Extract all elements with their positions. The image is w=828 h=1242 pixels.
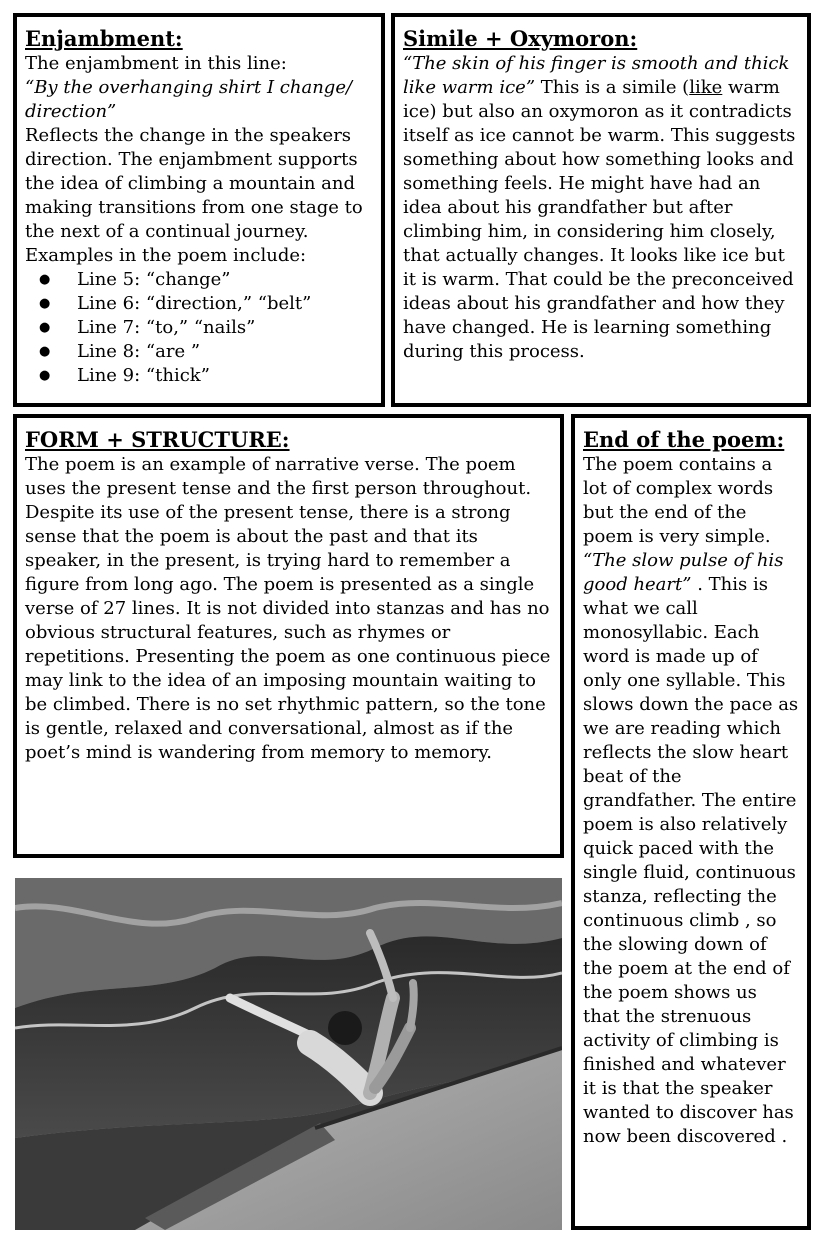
enjambment-body: Reflects the change in the speakers direction. The enjambment supports the idea of climbing a mountain and making transitions from one stage to the next of a continual journey.: [25, 125, 363, 242]
examples-list: [25, 268, 373, 388]
form-structure-box: [13, 414, 564, 858]
list-item: ● Line 8: “are ”: [33, 340, 373, 364]
enjambment-intro: The enjambment in this line:: [25, 53, 287, 74]
climber-illustration: [15, 878, 562, 1230]
list-item: ● Line 6: “direction,” “belt”: [33, 292, 373, 316]
list-item: ● Line 5: “change”: [33, 268, 373, 292]
enjambment-quote: “By the overhanging shirt I change/ direction”: [25, 77, 353, 122]
end-text-b: . This is what we call monosyllabic. Each word is made up of only one syllable. This slows down the pace as we are reading which reflects the slow heart beat of the grandfather. The entire poem is also relatively quick paced with the single fluid, continuous stanza, reflecting the continuous climb , so the slowing down of the poem at the end of the poem shows us that the strenuous activity of climbing is finished and whatever it is that the speaker wanted to discover has now been discovered .: [583, 574, 799, 1147]
enjambment-title: Enjambment:: [25, 26, 183, 51]
end-title: End of the poem:: [583, 427, 785, 452]
enjambment-examples-intro: Examples in the poem include:: [25, 245, 307, 266]
list-item: ● Line 9: “thick”: [33, 364, 373, 388]
end-quote: “The slow pulse of his good heart”: [583, 550, 784, 595]
simile-box: [391, 13, 811, 407]
simile-title: Simile + Oxymoron:: [403, 26, 638, 51]
simile-text-a: This is a simile (: [535, 77, 690, 98]
simile-like-word: like: [689, 77, 723, 98]
simile-quote: “The skin of his finger is smooth and thick like warm ice”: [403, 53, 790, 98]
end-text-a: The poem contains a lot of complex words but the end of the poem is very simple.: [583, 454, 774, 547]
simile-text-b: warm ice) but also an oxymoron as it contradicts itself as ice cannot be warm. This suggests something about how something looks and something feels. He might have had an idea about his grandfather but after climbing him, in considering him closely, that actually changes. It looks like ice but it is warm. That could be the preconceived ideas about his grandfather and how they have changed. He is learning something during this process.: [403, 77, 796, 362]
climber-photo: [15, 878, 562, 1230]
form-title: FORM + STRUCTURE:: [25, 427, 290, 452]
list-item: ● Line 7: “to,” “nails”: [33, 316, 373, 340]
end-of-poem-box: [571, 414, 811, 1230]
end-paragraph: [583, 453, 799, 1149]
enjambment-box: [13, 13, 385, 407]
form-body: The poem is an example of narrative verse. The poem uses the present tense and the first person throughout. Despite its use of the present tense, there is a strong sense that the poem is about the past and that its speaker, in the present, is trying hard to remember a figure from long ago. The poem is presented as a single verse of 27 lines. It is not divided into stanzas and has no obvious structural features, such as rhymes or repetitions. Presenting the poem as one continuous piece may link to the idea of an imposing mountain waiting to be climbed. There is no set rhythmic pattern, so the tone is gentle, relaxed and conversational, almost as if the poet’s mind is wandering from memory to memory.: [25, 454, 551, 763]
simile-paragraph: [403, 52, 799, 364]
